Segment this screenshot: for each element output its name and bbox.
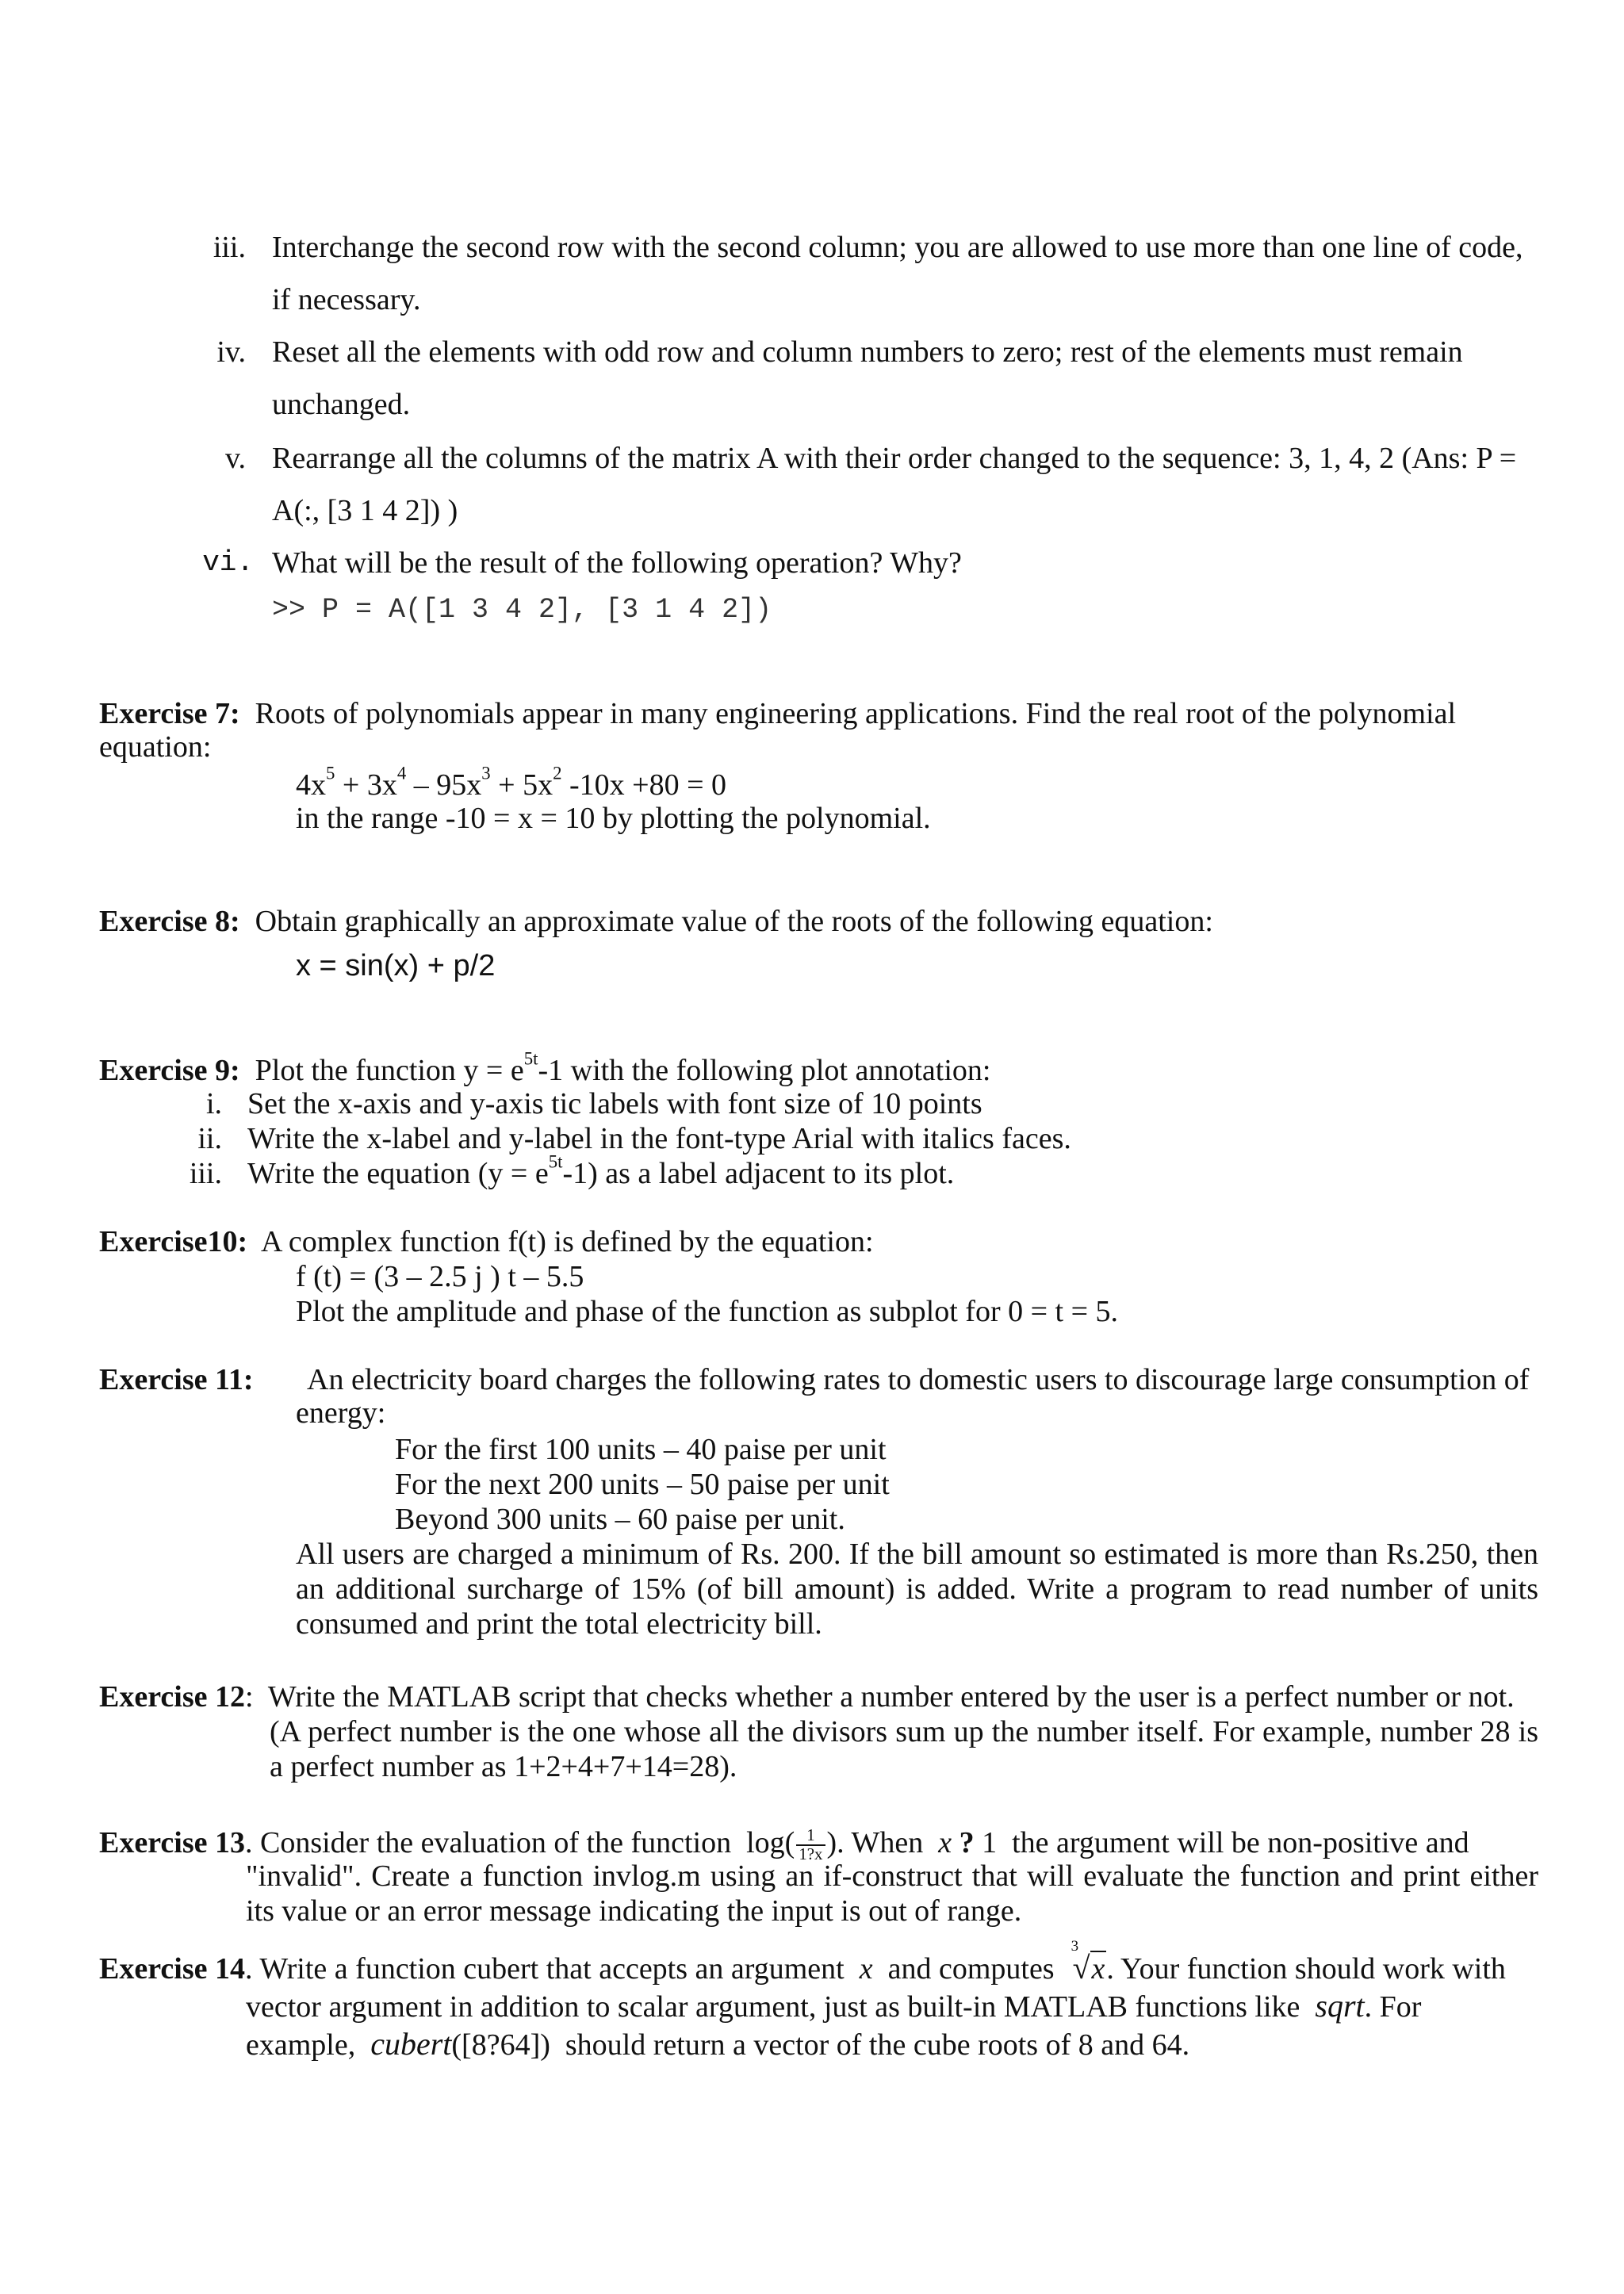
exercise-14	[99, 1938, 1538, 1988]
root-argument: x	[1091, 1952, 1105, 1986]
log-func: log(	[746, 1826, 795, 1859]
exercise-paragraph: All users are charged a minimum of Rs. 200. If the bill amount so estimated is more than Rs.250, then an additional surcharge of 15% (of bill amount) is added. Write a program to read number of units consumed and print the total electricity bill.	[296, 1538, 1538, 1641]
exercise-text: in the range -10 = x = 10 by plotting the polynomial.	[296, 802, 931, 835]
polynomial-equation	[296, 763, 727, 804]
eq-term: 4x	[296, 768, 326, 802]
math-var: x	[859, 1952, 873, 1986]
exercise-10	[99, 1224, 874, 1261]
exercise-text: . Your function should work with	[1106, 1952, 1506, 1986]
exercise-text: A complex function f(t) is defined by the equation:	[261, 1225, 874, 1258]
log-expression	[746, 1825, 837, 1864]
exercise-paragraph: (A perfect number is the one whose all the divisors sum up the number itself. For example, number 28 is a perfect number as 1+2+4+7+14=28).	[270, 1715, 1538, 1783]
item-text: Rearrange all the columns of the matrix A with their order changed to the sequence: 3, 1, 4, 2 (Ans: P =	[272, 442, 1517, 475]
item-text: A(:, [3 1 4 2]) )	[272, 494, 458, 527]
math-op: ?	[959, 1826, 975, 1859]
equation: f (t) = (3 – 2.5 j ) t – 5.5	[296, 1260, 584, 1293]
math-var: x	[938, 1826, 952, 1859]
rate-line: For the next 200 units – 50 paise per unit	[395, 1468, 890, 1501]
exercise-12	[99, 1679, 1538, 1716]
item-text-part: -1) as a label adjacent to its plot.	[562, 1157, 955, 1190]
exercise-text: vector argument in addition to scalar argument, just as built-in MATLAB functions like	[246, 1990, 1300, 2024]
item-number: iii.	[189, 1157, 222, 1190]
sqrt-func: sqrt	[1315, 1988, 1365, 2024]
item-text-part: Write the equation (y = e	[247, 1157, 549, 1190]
item-number: i.	[205, 1087, 222, 1120]
exercise-label: Exercise 7:	[99, 697, 240, 730]
root-index: 3	[1071, 1938, 1079, 1955]
exercise-text: Obtain graphically an approximate value of the roots of the following equation:	[255, 905, 1213, 938]
exercise-8	[99, 904, 1213, 940]
eq-exponent: 5	[326, 763, 335, 783]
exercise-text: the argument will be non-positive and	[1012, 1826, 1469, 1859]
cubert-func: cubert	[370, 2026, 452, 2062]
exercise-label: Exercise10:	[99, 1225, 248, 1258]
exercise-text: Write a function cubert that accepts an argument	[259, 1952, 845, 1986]
item-text: Reset all the elements with odd row and column numbers to zero; rest of the elements must remain	[272, 335, 1463, 369]
label-punct: .	[244, 1826, 253, 1859]
item-text: if necessary.	[272, 283, 421, 316]
exercise-paragraph: "invalid". Create a function invlog.m using an if-construct that will evaluate the function and print either its value or an error message indicating the input is out of range.	[246, 1859, 1538, 1928]
exercise-text: . When	[837, 1826, 924, 1859]
exercise-text: -1 with the following plot annotation:	[538, 1054, 991, 1087]
exercise-label: Exercise 8:	[99, 905, 240, 938]
eq-exponent: 3	[481, 763, 491, 783]
item-text: What will be the result of the following operation? Why?	[272, 546, 962, 580]
eq-term: -10x +80 = 0	[561, 768, 727, 802]
item-text: unchanged.	[272, 388, 411, 421]
exercise-text: Plot the function y = e	[255, 1054, 524, 1087]
rate-line: For the first 100 units – 40 paise per unit	[395, 1433, 887, 1466]
exercise-text: Consider the evaluation of the function	[259, 1826, 732, 1859]
label-punct: .	[244, 1952, 253, 1986]
item-number: iv.	[216, 335, 246, 369]
item-text: Interchange the second row with the second column; you are allowed to use more than one line of code,	[272, 231, 1523, 264]
math-val: 1	[982, 1826, 998, 1859]
eq-exponent: 5t	[523, 1048, 538, 1069]
exercise-text: equation:	[99, 730, 212, 764]
exercise-text: . For	[1364, 1990, 1422, 2024]
exercise-9	[99, 1048, 991, 1090]
eq-exponent: 4	[396, 763, 407, 783]
item-number: ii.	[197, 1122, 222, 1155]
exercise-line	[246, 2025, 1538, 2064]
radical-sign: √	[1072, 1950, 1090, 1986]
exercise-line	[246, 1987, 1538, 2026]
eq-term: – 95x	[406, 768, 482, 802]
exercise-text: An electricity board charges the following rates to domestic users to discourage large consumption of	[307, 1363, 1530, 1396]
exercise-label-text: Exercise 11:	[99, 1363, 254, 1396]
exercise-text: example,	[246, 2028, 356, 2062]
equation: x = sin(x) + p/2	[296, 949, 496, 982]
exercise-text: energy:	[296, 1396, 386, 1430]
rate-line: Beyond 300 units – 60 paise per unit.	[395, 1503, 845, 1536]
fraction-numerator: 1	[796, 1827, 825, 1846]
item-text: Set the x-axis and y-axis tic labels with font size of 10 points	[247, 1087, 982, 1120]
exercise-label: Exercise 13	[99, 1826, 245, 1859]
item-number: iii.	[213, 231, 246, 264]
code-line: >> P = A([1 3 4 2], [3 1 4 2])	[272, 594, 772, 626]
item-text: Write the x-label and y-label in the font-type Arial with italics faces.	[247, 1122, 1071, 1155]
function-argument: ([8?64])	[451, 2028, 550, 2062]
eq-term: + 3x	[335, 768, 397, 802]
exercise-label: Exercise 9:	[99, 1054, 240, 1087]
log-close: )	[826, 1826, 837, 1859]
exercise-label: Exercise 14	[99, 1952, 245, 1986]
item-number: v.	[224, 442, 246, 475]
eq-term: + 5x	[490, 768, 553, 802]
label-punct: :	[244, 1680, 254, 1714]
exercise-text: Write the MATLAB script that checks whether a number entered by the user is a perfect number or not.	[267, 1680, 1515, 1714]
exercise-text: and computes	[887, 1952, 1055, 1986]
exercise-text: should return a vector of the cube roots of 8 and 64.	[565, 2028, 1190, 2062]
eq-exponent: 5t	[548, 1151, 563, 1172]
exercise-text: Roots of polynomials appear in many engineering applications. Find the real root of the polynomial	[255, 697, 1457, 730]
exercise-label: Exercise 12	[99, 1680, 245, 1714]
item-number: vi.	[202, 546, 254, 579]
fraction-denominator: 1?x	[799, 1844, 823, 1864]
item-text	[247, 1151, 955, 1193]
exercise-text: Plot the amplitude and phase of the function as subplot for 0 = t = 5.	[296, 1295, 1119, 1328]
eq-exponent: 2	[553, 763, 562, 783]
cube-root	[1070, 1938, 1107, 1988]
exercise-label	[99, 1362, 254, 1399]
exercise-13	[99, 1825, 1538, 1863]
exercise-7	[99, 696, 1538, 733]
